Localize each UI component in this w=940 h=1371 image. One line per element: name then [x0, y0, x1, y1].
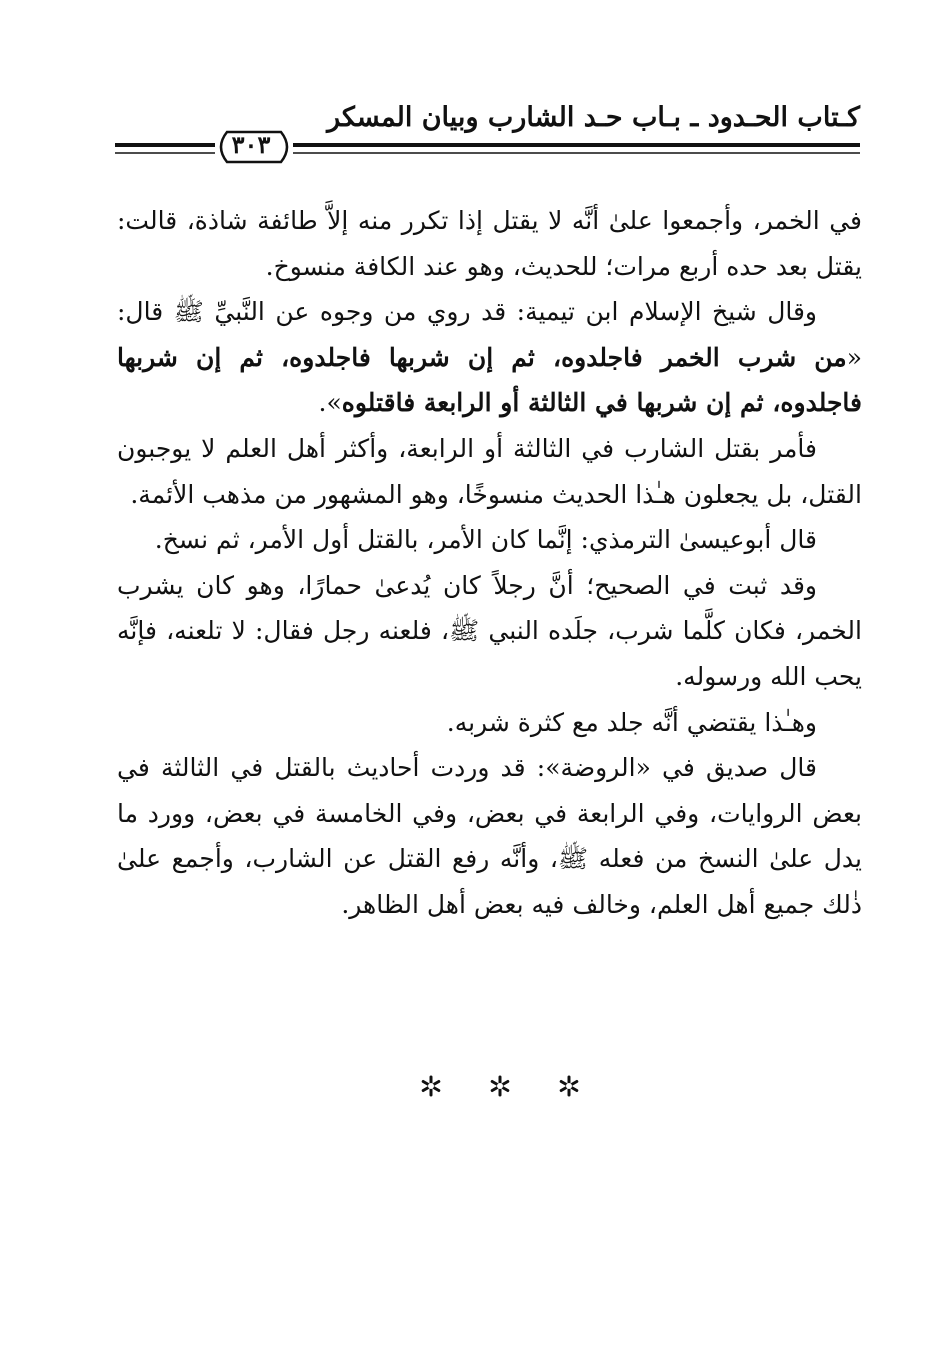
paragraph-quote-intro: وقال شيخ الإسلام ابن تيمية: قد روي من وجوه عن النَّبيِّ ﷺ قال: «: [117, 297, 862, 372]
section-separator: [420, 1066, 580, 1106]
paragraph: قال أبوعيسىٰ الترمذي: إنَّما كان الأمر، بالقتل أول الأمر، ثم نسخ.: [154, 525, 817, 555]
paragraph: فأمر بقتل الشارب في الثالثة أو الرابعة، وأكثر أهل العلم لا يوجبون القتل، بل يجعلون هـٰذا الحديث منسوخًا، وهو المشهور من مذهب الأئمة.: [117, 433, 862, 509]
paragraph: وهـٰذا يقتضي أنَّه جلد مع كثرة شربه.: [446, 707, 817, 737]
paragraph: في الخمر، وأجمعوا علىٰ أنَّه لا يقتل إذا تكرر منه إلاَّ طائفة شاذة، قالت: يقتل بعد حده أربع مرات؛ للحديث، وهو عند الكافة منسوخ.: [117, 206, 862, 281]
hadith-quote: من شرب الخمر فاجلدوه، ثم إن شربها فاجلدوه، ثم إن شربها فاجلدوه، ثم إن شربها في الثالثة أو الرابعة فاقتلوه: [117, 342, 862, 418]
page-number: ٣٠٣: [231, 130, 271, 159]
asterisk-ornament-icon: [489, 1075, 511, 1097]
asterisk-ornament-icon: [420, 1075, 442, 1097]
running-head-title: كـتاب الحـدود ـ بـاب حـد الشارب وبيان المسكر: [327, 102, 860, 133]
paragraph-quote-end: ».: [318, 388, 342, 418]
paragraph: وقد ثبت في الصحيح؛ أنَّ رجلاً كان يُدعىٰ حمارًا، وهو كان يشرب الخمر، فكان كلَّما شرب، جلَده النبي ﷺ، فلعنه رجل فقال: لا تلعنه، فإنَّه يحب الله ورسوله.: [117, 570, 862, 691]
paragraph: قال صديق في «الروضة»: قد وردت أحاديث بالقتل في الثالثة في بعض الروايات، وفي الرابعة في بعض، وفي الخامسة في بعض، وورد ما يدل علىٰ النسخ من فعله ﷺ، وأنَّه رفع القتل عن الشارب، وأجمع علىٰ ذٰلك جميع أهل العلم، وخالف فيه بعض أهل الظاهر.: [117, 753, 862, 919]
main-text: [117, 198, 862, 928]
asterisk-ornament-icon: [558, 1075, 580, 1097]
paragraph-quote: [117, 289, 862, 426]
